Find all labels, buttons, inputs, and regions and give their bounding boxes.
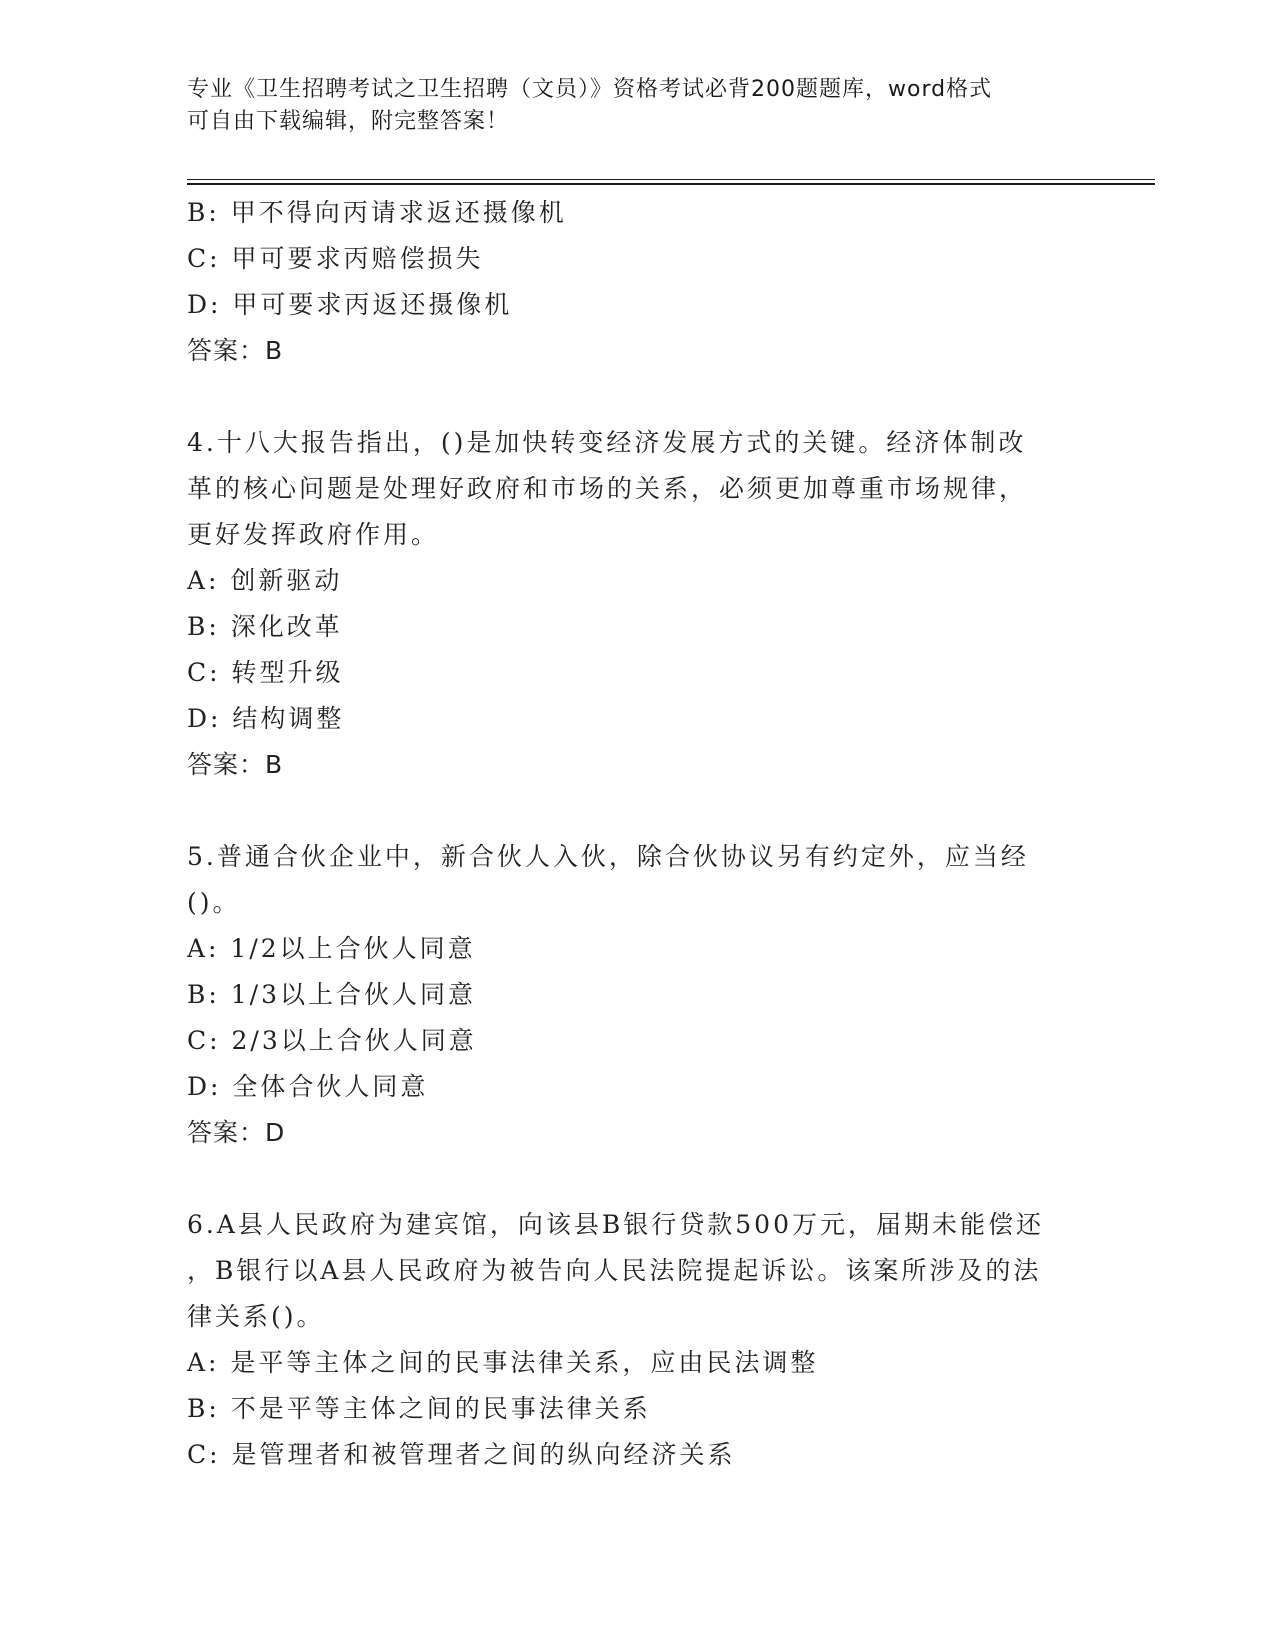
option-a: A: 是平等主体之间的民事法律关系，应由民法调整 [187,1348,819,1377]
question-5 [187,834,1087,1156]
question-stem-line: ()。 [187,888,241,917]
answer-label: 答案：D [187,1118,286,1147]
option-d: D: 结构调整 [187,704,345,733]
question-stem-line: 更好发挥政府作用。 [187,520,440,549]
question-stem-line: 革的核心问题是处理好政府和市场的关系，必须更加尊重市场规律， [187,474,1028,503]
option-a: A: 1/2以上合伙人同意 [187,934,476,963]
option-c: C: 转型升级 [187,658,344,687]
question-4 [187,420,1087,788]
question-stem-line: 6.A县人民政府为建宾馆，向该县B银行贷款500万元，届期未能偿还 [187,1210,1044,1239]
document-header [187,74,1087,138]
question-stem-line: 4.十八大报告指出，()是加快转变经济发展方式的关键。经济体制改 [187,428,1027,457]
spacer [187,374,1087,420]
question-3 [187,190,1087,374]
header-divider-thin [187,179,1155,180]
option-d: D: 甲可要求丙返还摄像机 [187,290,513,319]
option-c: C: 是管理者和被管理者之间的纵向经济关系 [187,1440,736,1469]
spacer [187,1156,1087,1202]
option-d: D: 全体合伙人同意 [187,1072,429,1101]
question-stem-line: 律关系()。 [187,1302,325,1331]
question-stem-line: 5.普通合伙企业中，新合伙人入伙，除合伙协议另有约定外，应当经 [187,842,1029,871]
answer-label: 答案：B [187,336,284,365]
spacer [187,788,1087,834]
answer-label: 答案：B [187,750,284,779]
header-line-2: 可自由下载编辑，附完整答案！ [187,109,510,134]
header-divider-thick [187,183,1155,185]
option-a: A: 创新驱动 [187,566,343,595]
option-c: C: 2/3以上合伙人同意 [187,1026,477,1055]
option-b: B: 1/3以上合伙人同意 [187,980,476,1009]
option-b: B: 不是平等主体之间的民事法律关系 [187,1394,651,1423]
header-line-1: 专业《卫生招聘考试之卫生招聘（文员）》资格考试必背200题题库，word格式 [187,77,993,102]
question-6 [187,1202,1087,1478]
question-list [187,190,1087,1478]
option-b: B: 深化改革 [187,612,343,641]
question-stem-line: ，B银行以A县人民政府为被告向人民法院提起诉讼。该案所涉及的法 [187,1256,1042,1285]
option-b: B: 甲不得向丙请求返还摄像机 [187,198,567,227]
option-c: C: 甲可要求丙赔偿损失 [187,244,484,273]
